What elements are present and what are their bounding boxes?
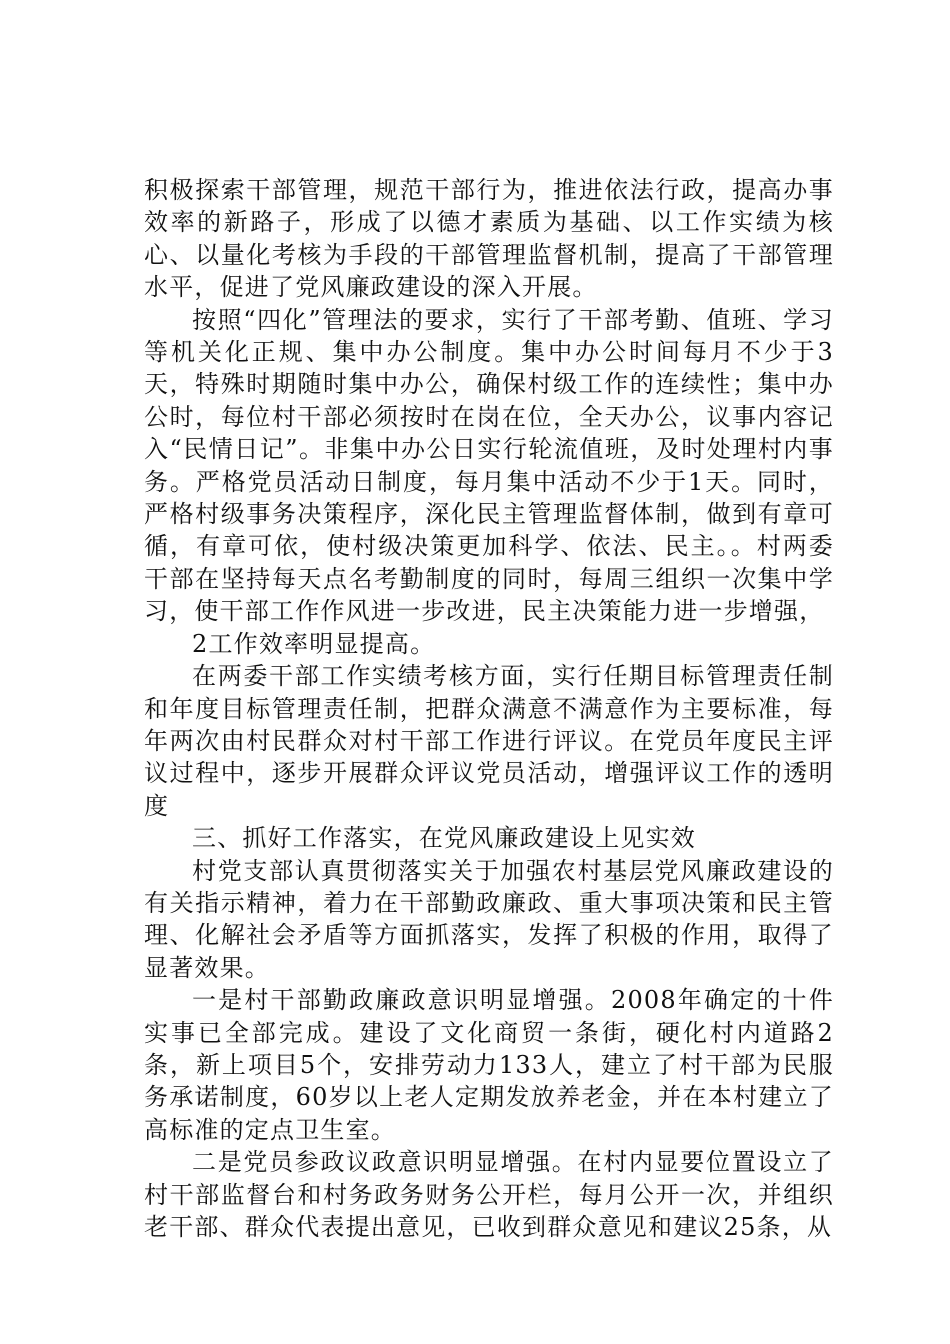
paragraph-performance-review: 在两委干部工作实绩考核方面，实行任期目标管理责任制和年度目标管理责任制，把群众满意不满意作为主要标准，每年两次由村民群众对村干部工作进行评议。在党员年度民主评议过程中，逐步开展群众评议党员活动，增强评议工作的透明度 — [144, 662, 834, 820]
paragraph-four-modernizations: 按照“四化”管理法的要求，实行了干部考勤、值班、学习等机关化正规、集中办公制度。集中办公时间每月不少于3天，特殊时期随时集中办公，确保村级工作的连续性；集中办公时，每位村干部必须按时在岗在位，全天办公，议事内容记入“民情日记”。非集中办公日实行轮流值班，及时处理村内事务。严格党员活动日制度，每月集中活动不少于1天。同时，严格村级事务决策程序，深化民主管理监督体制，做到有章可循，有章可依，使村级决策更加科学、依法、民主。。村两委干部在坚持每天点名考勤制度的同时，每周三组织一次集中学习，使干部工作作风进一步改进，民主决策能力进一步增强， — [144, 305, 834, 626]
paragraph-efficiency: 2工作效率明显提高。 — [192, 629, 436, 658]
document-body — [144, 174, 834, 1243]
paragraph-party-branch: 村党支部认真贯彻落实关于加强农村基层党风廉政建设的有关指示精神，着力在干部勤政廉政、重大事项决策和民主管理、化解社会矛盾等方面抓落实，发挥了积极的作用，取得了显著效果。 — [144, 856, 834, 982]
paragraph-point-one: 一是村干部勤政廉政意识明显增强。2008年确定的十件实事已全部完成。建设了文化商贸一条街，硬化村内道路2条，新上项目5个，安排劳动力133人，建立了村干部为民服务承诺制度，60岁以上老人定期发放养老金，并在本村建立了高标准的定点卫生室。 — [144, 986, 834, 1144]
section-heading-three: 三、抓好工作落实，在党风廉政建设上见实效 — [192, 824, 696, 853]
paragraph-intro: 积极探索干部管理，规范干部行为，推进依法行政，提高办事效率的新路子，形成了以德才素质为基础、以工作实绩为核心、以量化考核为手段的干部管理监督机制，提高了干部管理水平，促进了党风廉政建设的深入开展。 — [144, 176, 834, 302]
paragraph-point-two: 二是党员参政议政意识明显增强。在村内显要位置设立了村干部监督台和村务政务财务公开栏，每月公开一次，并组织老干部、群众代表提出意见，已收到群众意见和建议25条，从 — [144, 1148, 834, 1241]
